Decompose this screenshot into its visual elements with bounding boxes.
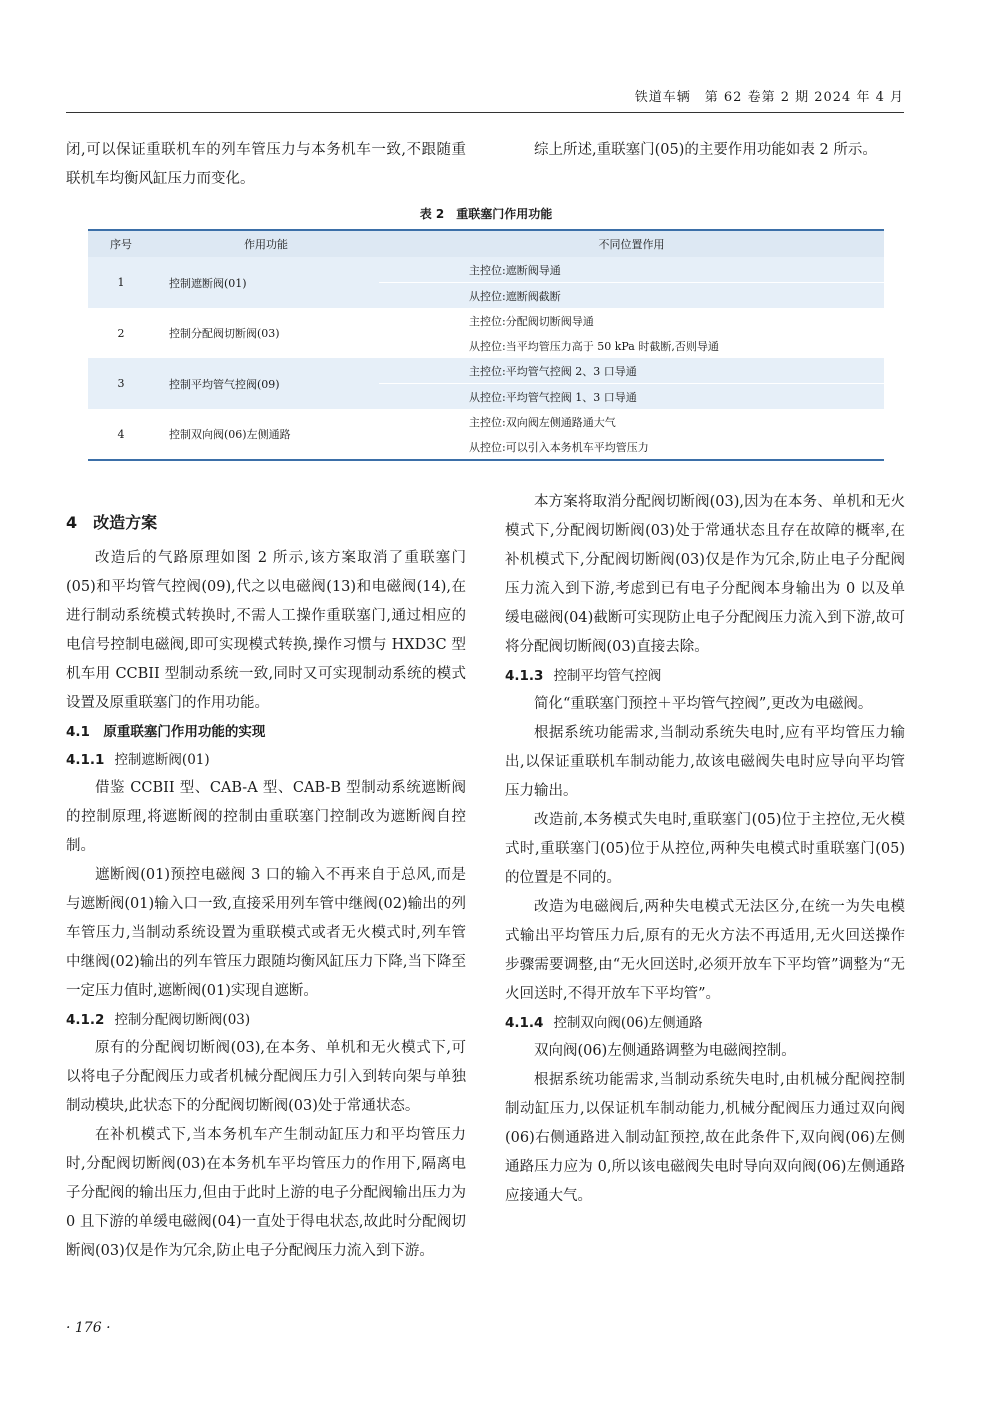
cell-slave: 从控位:平均管气控阀 1、3 口导通 bbox=[379, 384, 884, 410]
cell-slave: 从控位:遮断阀截断 bbox=[379, 283, 884, 309]
cell-function: 控制双向阀(06)左侧通路 bbox=[154, 409, 379, 460]
table-row bbox=[88, 257, 884, 283]
subsubsection-heading bbox=[66, 1006, 466, 1034]
running-header: 铁道车辆 第 62 卷第 2 期 2024 年 4 月 bbox=[66, 86, 904, 113]
paragraph: 借鉴 CCBII 型、CAB-A 型、CAB-B 型制动系统遮断阀的控制原理,将遮断阀的控制由重联塞门控制改为遮断阀自控制。 bbox=[66, 780, 466, 854]
paragraph: 原有的分配阀切断阀(03),在本务、单机和无火模式下,可以将电子分配阀压力或者机械分配阀压力引入到转向架与单独制动模块,此状态下的分配阀切断阀(03)处于常通状态。 bbox=[66, 1040, 466, 1114]
cell-no: 1 bbox=[88, 257, 154, 308]
paragraph: 在补机模式下,当本务机车产生制动缸压力和平均管压力时,分配阀切断阀(03)在本务机车平均管压力的作用下,隔离电子分配阀的输出压力,但由于此时上游的电子分配阀输出压力为 0 且下游的单缓电磁阀(04)一直处于得电状态,故此时分配阀切断阀(03)仅是作为冗余,防止电子分配阀压力流入到下游。 bbox=[66, 1127, 466, 1259]
paragraph: 改造后的气路原理如图 2 所示,该方案取消了重联塞门(05)和平均管气控阀(09),代之以电磁阀(13)和电磁阀(14),在进行制动系统模式转换时,不需人工操作重联塞门,通过相应的电信号控制电磁阀,即可实现模式转换,操作习惯与 HXD3C 型机车用 CCBII 型制动系统一致,同时又可实现制动系统的模式设置及原重联塞门的作用功能。 bbox=[66, 550, 466, 711]
subsubsection-heading bbox=[505, 662, 905, 690]
paragraph: 改造为电磁阀后,两种失电模式无法区分,在统一为失电模式输出平均管压力后,原有的无火方法不再适用,无火回送操作步骤需要调整,由“无火回送时,必须开放车下平均管”调整为“无火回送时,不得开放车下平均管”。 bbox=[505, 899, 905, 1002]
subsubsection-heading bbox=[66, 746, 466, 774]
heading-number: 4.1.2 bbox=[66, 1012, 105, 1028]
heading-title: 控制平均管气控阀 bbox=[553, 668, 662, 684]
header-function: 作用功能 bbox=[154, 230, 379, 257]
header-no: 序号 bbox=[88, 230, 154, 257]
cell-master: 主控位:分配阀切断阀导通 bbox=[379, 308, 884, 333]
table-header-row bbox=[88, 230, 884, 257]
heading-title: 控制双向阀(06)左侧通路 bbox=[553, 1015, 703, 1031]
cell-no: 2 bbox=[88, 308, 154, 358]
right-column bbox=[505, 488, 905, 1211]
top-left-text bbox=[66, 136, 466, 194]
heading-number: 4.1.4 bbox=[505, 1015, 544, 1031]
paragraph: 简化“重联塞门预控＋平均管气控阀”,更改为电磁阀。 bbox=[534, 696, 873, 712]
table-caption: 表 2 重联塞门作用功能 bbox=[419, 207, 553, 221]
page-number: · 176 · bbox=[66, 1320, 111, 1336]
cell-function: 控制遮断阀(01) bbox=[154, 257, 379, 308]
paragraph: 遮断阀(01)预控电磁阀 3 口的输入不再来自于总风,而是与遮断阀(01)输入口一致,直接采用列车管中继阀(02)输出的列车管压力,当制动系统设置为重联模式或者无火模式时,列车管中继阀(02)输出的列车管压力跟随均衡风缸压力下降,当下降至一定压力值时,遮断阀(01)实现自遮断。 bbox=[66, 867, 466, 999]
subsubsection-heading bbox=[505, 1009, 905, 1037]
cell-master: 主控位:双向阀左侧通路通大气 bbox=[379, 409, 884, 434]
heading-number: 4.1.3 bbox=[505, 668, 544, 684]
header-position: 不同位置作用 bbox=[379, 230, 884, 257]
paragraph: 根据系统功能需求,当制动系统失电时,由机械分配阀控制制动缸压力,以保证机车制动能力,机械分配阀压力通过双向阀(06)右侧通路进入制动缸预控,故在此条件下,双向阀(06)左侧通路压力应为 0,所以该电磁阀失电时导向双向阀(06)左侧通路应接通大气。 bbox=[505, 1072, 905, 1204]
cell-no: 4 bbox=[88, 409, 154, 460]
paragraph: 双向阀(06)左侧通路调整为电磁阀控制。 bbox=[534, 1043, 796, 1059]
cell-function: 控制平均管气控阀(09) bbox=[154, 358, 379, 409]
top-right-text bbox=[505, 136, 905, 165]
heading-number: 4.1.1 bbox=[66, 752, 105, 768]
section-heading: 4 改造方案 bbox=[66, 513, 158, 532]
paragraph: 本方案将取消分配阀切断阀(03),因为在本务、单机和无火模式下,分配阀切断阀(03)处于常通状态且存在故障的概率,在补机模式下,分配阀切断阀(03)仅是作为冗余,防止电子分配阀压力流入到下游,考虑到已有电子分配阀本身输出为 0 以及单缓电磁阀(04)截断可实现防止电子分配阀压力流入到下游,故可将分配阀切断阀(03)直接去除。 bbox=[505, 494, 905, 655]
function-table bbox=[88, 229, 884, 461]
table-row bbox=[88, 308, 884, 333]
cell-no: 3 bbox=[88, 358, 154, 409]
cell-slave: 从控位:可以引入本务机车平均管压力 bbox=[379, 434, 884, 460]
heading-title: 控制分配阀切断阀(03) bbox=[114, 1012, 251, 1028]
paragraph: 改造前,本务模式失电时,重联塞门(05)位于主控位,无火模式时,重联塞门(05)位于从控位,两种失电模式时重联塞门(05)的位置是不同的。 bbox=[505, 812, 905, 886]
cell-master: 主控位:平均管气控阀 2、3 口导通 bbox=[379, 358, 884, 384]
table-row bbox=[88, 358, 884, 384]
subsection-heading: 4.1 原重联塞门作用功能的实现 bbox=[66, 724, 266, 740]
paragraph: 综上所述,重联塞门(05)的主要作用功能如表 2 所示。 bbox=[534, 142, 877, 158]
paragraph: 根据系统功能需求,当制动系统失电时,应有平均管压力输出,以保证重联机车制动能力,故该电磁阀失电时应导向平均管压力输出。 bbox=[505, 725, 905, 799]
cell-master: 主控位:遮断阀导通 bbox=[379, 257, 884, 283]
cell-function: 控制分配阀切断阀(03) bbox=[154, 308, 379, 358]
cell-slave: 从控位:当平均管压力高于 50 kPa 时截断,否则导通 bbox=[379, 333, 884, 358]
heading-title: 控制遮断阀(01) bbox=[114, 752, 210, 768]
table-row bbox=[88, 409, 884, 434]
paragraph: 闭,可以保证重联机车的列车管压力与本务机车一致,不跟随重联机车均衡风缸压力而变化。 bbox=[66, 142, 466, 187]
left-column bbox=[66, 500, 466, 1266]
